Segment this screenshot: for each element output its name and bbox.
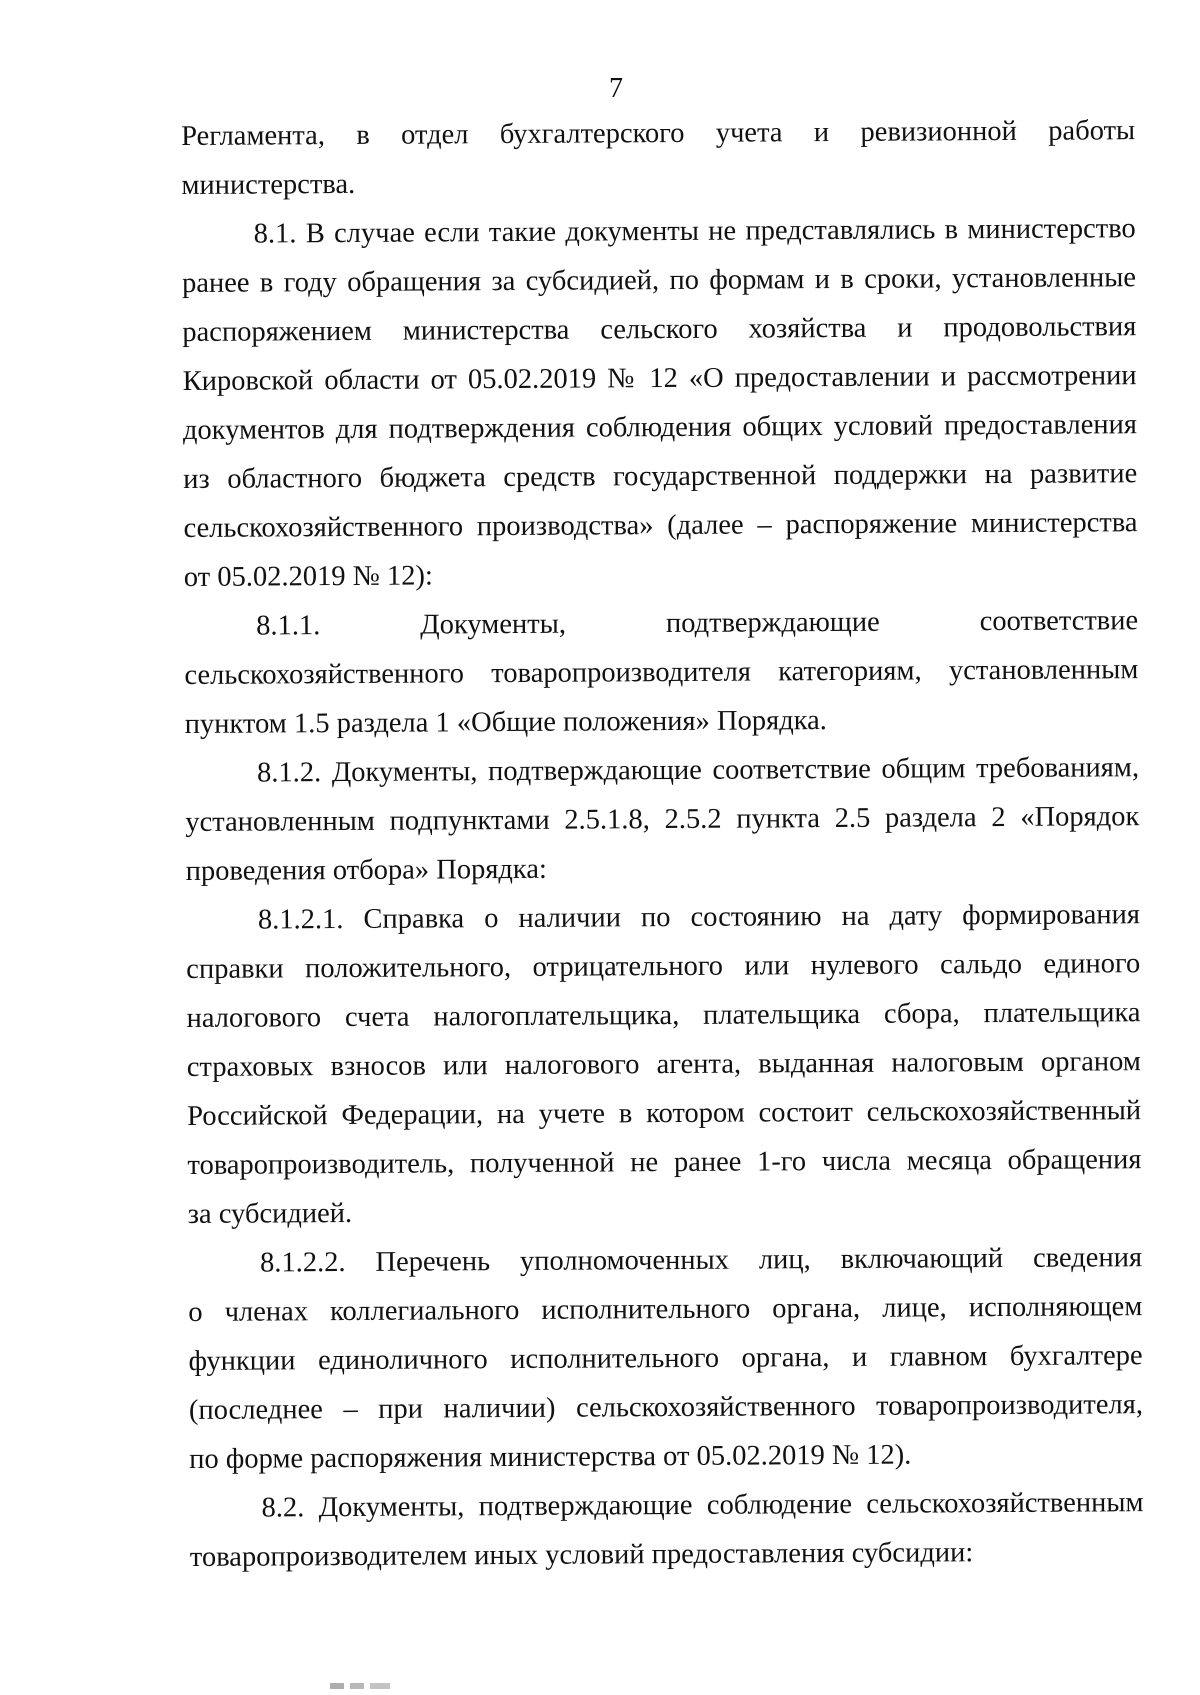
text-line: ранее в году обращения за субсидией, по формам и в сроки, установленные: [181, 262, 1137, 299]
text-line: министерства.: [181, 168, 356, 201]
text-line: пунктом 1.5 раздела 1 «Общие положения» Порядка.: [184, 705, 827, 740]
text-line: документов для подтверждения соблюдения общих условий предоставления: [182, 409, 1138, 446]
paragraph-8-1-1: [184, 596, 1139, 749]
text-line: функции единоличного исполнительного органа, и главном бухгалтере: [188, 1340, 1143, 1377]
paragraph-8-1: [182, 204, 1138, 602]
text-line: проведения отбора» Порядка:: [185, 853, 547, 887]
text-line: налогового счета налогоплательщика, плательщика сбора, плательщика: [186, 997, 1141, 1034]
text-line: из областного бюджета средств государственной поддержки на развитие: [183, 458, 1138, 495]
text-line: за субсидией.: [187, 1197, 353, 1230]
text-line: 8.2. Документы, подтверждающие соблюдение сельскохозяйственным: [261, 1487, 1144, 1524]
text-line: товаропроизводителем иных условий предоставления субсидии:: [189, 1537, 974, 1573]
paragraph-continuation: [181, 106, 1136, 210]
text-line: (последнее – при наличии) сельскохозяйственного товаропроизводителя,: [188, 1389, 1144, 1426]
text-line: справки положительного, отрицательного или нулевого сальдо единого: [186, 948, 1141, 985]
text-line: о членах коллегиального исполнительного органа, лице, исполняющем: [188, 1291, 1143, 1328]
text-line: по форме распоряжения министерства от 05.02.2019 № 12).: [189, 1439, 912, 1475]
text-line: товаропроизводитель, полученной не ранее 1-го числа месяца обращения: [187, 1144, 1142, 1181]
text-line: Регламента, в отдел бухгалтерского учета и ревизионной работы: [181, 115, 1136, 152]
paragraph-8-1-2-2: [188, 1233, 1143, 1484]
document-body: [181, 106, 1144, 1582]
paragraph-8-1-2: [185, 743, 1140, 896]
text-line: Российской Федерации, на учете в котором состоит сельскохозяйственный: [187, 1095, 1142, 1132]
text-line: 8.1. В случае если такие документы не представлялись в министерство: [253, 213, 1136, 250]
text-line: 8.1.2.1. Справка о наличии по состоянию на дату формирования: [257, 899, 1141, 936]
paragraph-8-2: [189, 1478, 1144, 1582]
text-line: сельскохозяйственного товаропроизводителя категориям, установленным: [184, 654, 1139, 691]
page-number: 7: [609, 73, 623, 104]
text-line: от 05.02.2019 № 12):: [183, 560, 433, 593]
text-line: 8.1.1. Документы, подтверждающие соответствие: [256, 605, 1139, 642]
text-line: Кировской области от 05.02.2019 № 12 «О предоставлении и рассмотрении: [182, 360, 1137, 397]
paragraph-8-1-2-1: [186, 890, 1142, 1239]
text-line: 8.1.2. Документы, подтверждающие соответствие общим требованиям,: [256, 752, 1140, 789]
text-line: 8.1.2.2. Перечень уполномоченных лиц, включающий сведения: [259, 1242, 1143, 1279]
text-line: распоряжением министерства сельского хозяйства и продовольствия: [182, 311, 1137, 348]
text-line: сельскохозяйственного производства» (далее – распоряжение министерства: [183, 507, 1138, 544]
text-line: установленным подпунктами 2.5.1.8, 2.5.2 пункта 2.5 раздела 2 «Порядок: [185, 801, 1140, 838]
scan-artifact: [330, 1683, 390, 1689]
text-line: страховых взносов или налогового агента, выданная налоговым органом: [186, 1046, 1141, 1083]
